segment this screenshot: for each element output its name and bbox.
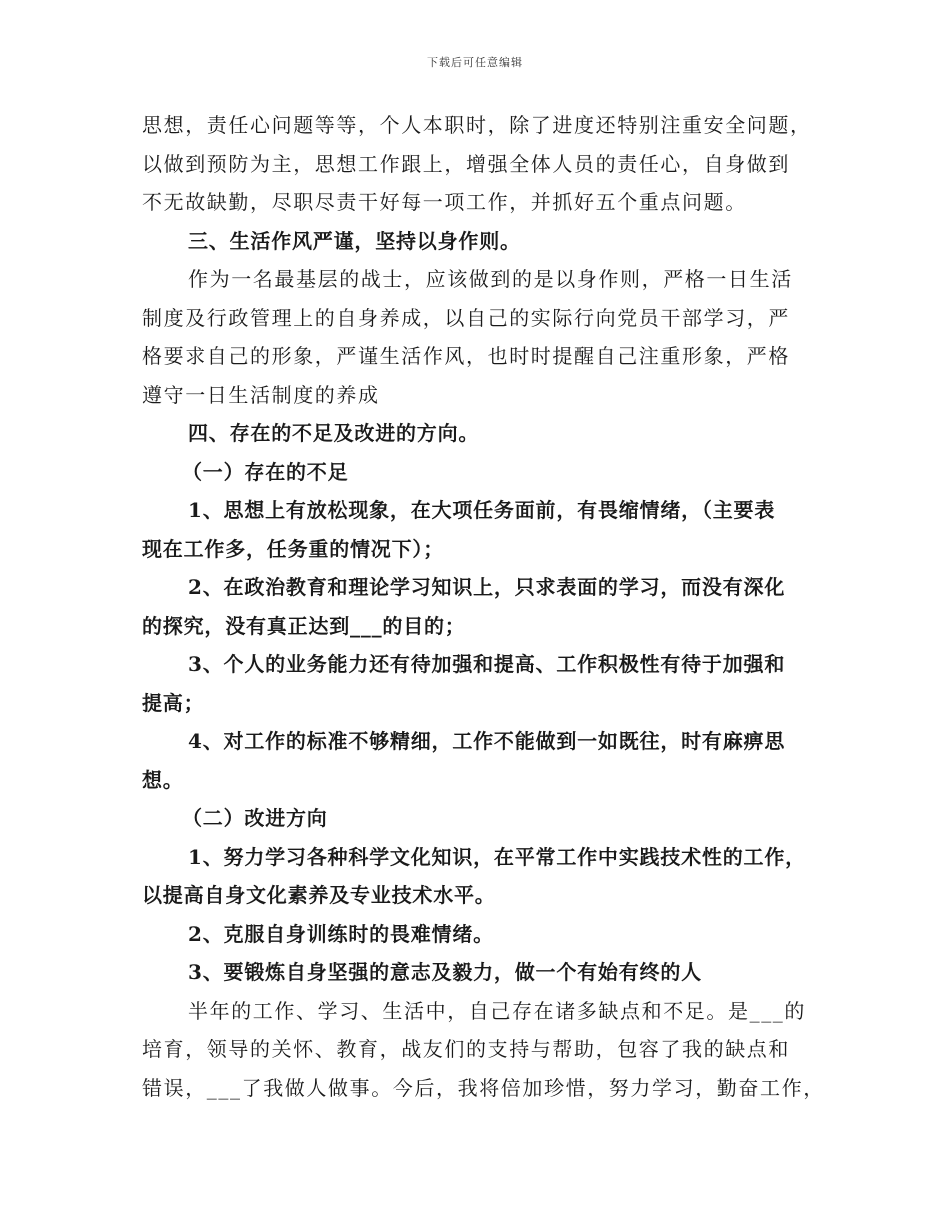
text-line: 提高； xyxy=(142,690,205,715)
paragraph-lifestyle xyxy=(142,260,822,414)
text-line: 错误，___了我做人做事。今后，我将倍加珍惜，努力学习，勤奋工作， xyxy=(142,1075,825,1100)
page-header: 下载后可任意编辑 xyxy=(427,56,523,69)
text-line: 1、努力学习各种科学文化知识，在平常工作中实践技术性的工作， xyxy=(188,844,806,869)
list-item-shortcoming-1 xyxy=(142,491,822,568)
text-line: 作为一名最基层的战士，应该做到的是以身作则，严格一日生活 xyxy=(188,267,793,291)
list-item-improvement-1 xyxy=(142,838,822,915)
section-heading-4 xyxy=(142,414,822,453)
text-line: 4、对工作的标准不够精细，工作不能做到一如既往，时有麻痹思 xyxy=(188,729,786,753)
list-item-shortcoming-2 xyxy=(142,568,822,645)
list-item-shortcoming-4 xyxy=(142,722,822,799)
text-line: （二）改进方向 xyxy=(182,806,328,830)
text-line: 思想，责任心问题等等，个人本职时，除了进度还特别注重安全问题， xyxy=(142,113,812,137)
document-body xyxy=(142,106,825,1107)
text-line: 1、思想上有放松现象，在大项任务面前，有畏缩情绪，（主要表 xyxy=(188,498,776,522)
list-item-improvement-2 xyxy=(142,915,822,954)
text-line: 制度及行政管理上的自身养成，以自己的实际行向党员干部学习，严 xyxy=(142,305,790,330)
text-line: 格要求自己的形象，严谨生活作风，也时时提醒自己注重形象，严格 xyxy=(142,344,790,368)
text-line: 3、要锻炼自身坚强的意志及毅力，做一个有始有终的人 xyxy=(188,960,702,984)
text-line: 2、克服自身训练时的畏难情绪。 xyxy=(188,921,494,946)
text-line: 三、生活作风严谨，坚持以身作则。 xyxy=(188,228,521,253)
section-heading-3 xyxy=(142,222,822,261)
text-line: 不无故缺勤，尽职尽责干好每一项工作，并抓好五个重点问题。 xyxy=(142,190,747,214)
text-line: 半年的工作、学习、生活中，自己存在诸多缺点和不足。是___的 xyxy=(188,998,806,1023)
text-line: （一）存在的不足 xyxy=(182,459,349,484)
list-item-shortcoming-3 xyxy=(142,645,822,722)
text-line: 以提高自身文化素养及专业技术水平。 xyxy=(142,883,496,907)
text-line: 2、在政治教育和理论学习知识上，只求表面的学习，而没有深化 xyxy=(188,575,786,599)
text-line: 想。 xyxy=(142,767,184,792)
text-line: 以做到预防为主，思想工作跟上，增强全体人员的责任心，自身做到 xyxy=(142,151,790,176)
text-line: 现在工作多，任务重的情况下）； xyxy=(142,536,444,561)
text-line: 的探究，没有真正达到___的目的； xyxy=(142,613,466,638)
paragraph-intro-continued xyxy=(142,106,822,222)
text-line: 培育，领导的关怀、教育，战友们的支持与帮助，包容了我的缺点和 xyxy=(142,1037,790,1061)
subheading-shortcomings xyxy=(142,453,822,492)
subheading-improvements xyxy=(142,799,822,838)
text-line: 四、存在的不足及改进的方向。 xyxy=(188,421,480,445)
list-item-improvement-3 xyxy=(142,953,822,992)
text-line: 3、个人的业务能力还有待加强和提高、工作积极性有待于加强和 xyxy=(188,652,786,676)
paragraph-conclusion xyxy=(142,992,825,1108)
text-line: 遵守一日生活制度的养成 xyxy=(142,382,380,407)
